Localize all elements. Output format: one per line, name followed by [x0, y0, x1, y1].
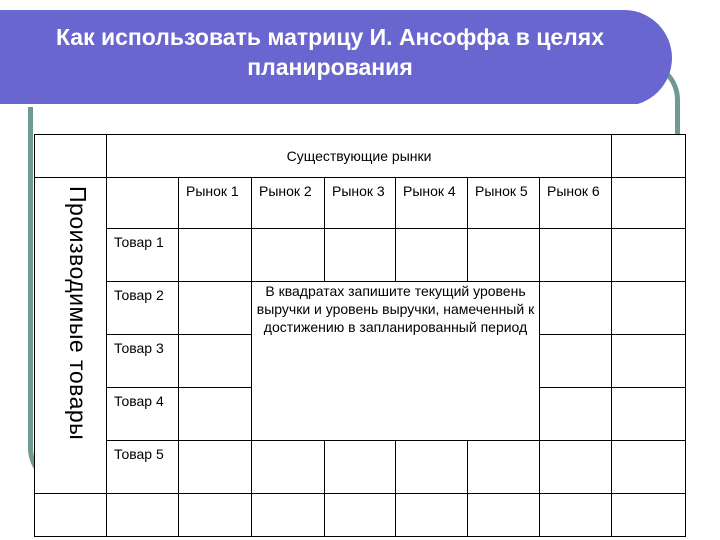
matrix-cell — [179, 388, 252, 441]
empty-cell — [107, 178, 179, 229]
product-header-cell — [107, 441, 179, 494]
market-header-cell — [468, 178, 540, 229]
empty-cell — [468, 494, 540, 537]
banner-underline — [0, 104, 640, 107]
market-header-cell — [325, 178, 396, 229]
corner-cell — [35, 135, 107, 178]
market-label: Рынок 4 — [403, 183, 456, 199]
header-row — [35, 135, 686, 178]
product-label: Товар 3 — [114, 340, 164, 356]
product-label: Товар 4 — [114, 393, 164, 409]
matrix-cell — [540, 441, 612, 494]
market-header-cell — [252, 178, 325, 229]
matrix-cell — [540, 388, 612, 441]
produced-products-label: Производимые товары — [65, 186, 91, 441]
empty-cell — [325, 494, 396, 537]
product-label: Товар 1 — [114, 234, 164, 250]
matrix-cell — [179, 335, 252, 388]
market-header-cell — [179, 178, 252, 229]
matrix-cell — [179, 441, 252, 494]
empty-cell — [612, 494, 686, 537]
matrix-cell — [612, 229, 686, 282]
matrix-cell — [252, 229, 325, 282]
matrix-cell — [612, 388, 686, 441]
product-label: Товар 2 — [114, 287, 164, 303]
market-label: Рынок 3 — [332, 183, 385, 199]
matrix-cell — [540, 282, 612, 335]
market-label: Рынок 6 — [547, 183, 600, 199]
product-row — [35, 282, 686, 335]
matrix-cell — [612, 335, 686, 388]
empty-cell — [179, 494, 252, 537]
matrix-cell — [612, 282, 686, 335]
empty-cell — [540, 494, 612, 537]
empty-cell — [612, 135, 686, 178]
title-banner — [0, 10, 672, 106]
empty-cell — [35, 494, 107, 537]
matrix-cell — [468, 229, 540, 282]
empty-cell — [612, 178, 686, 229]
market-label: Рынок 2 — [259, 183, 312, 199]
product-label: Товар 5 — [114, 446, 164, 462]
matrix-cell — [540, 229, 612, 282]
product-row — [35, 229, 686, 282]
product-header-cell — [107, 388, 179, 441]
matrix-cell — [325, 441, 396, 494]
empty-cell — [252, 494, 325, 537]
bottom-row — [35, 494, 686, 537]
instruction-note: В квадратах запишите текущий уровень выручки и уровень выручки, намеченный к достижению в запланированный период — [252, 282, 540, 441]
matrix-cell — [540, 335, 612, 388]
product-header-cell — [107, 282, 179, 335]
market-header-cell — [396, 178, 468, 229]
markets-row — [35, 178, 686, 229]
products-header-cell — [35, 178, 107, 494]
matrix-cell — [179, 229, 252, 282]
matrix-cell — [252, 441, 325, 494]
existing-markets-header: Существующие рынки — [107, 135, 612, 178]
matrix-cell — [612, 441, 686, 494]
product-header-cell — [107, 335, 179, 388]
slide-title: Как использовать матрицу И. Ансоффа в целях планирования — [55, 24, 605, 80]
market-label: Рынок 1 — [186, 183, 239, 199]
ansoff-matrix-table — [34, 134, 686, 537]
product-row — [35, 441, 686, 494]
matrix-cell — [179, 282, 252, 335]
matrix-cell — [396, 229, 468, 282]
empty-cell — [396, 494, 468, 537]
matrix-cell — [396, 441, 468, 494]
matrix-cell — [468, 441, 540, 494]
matrix-cell — [325, 229, 396, 282]
product-header-cell — [107, 229, 179, 282]
empty-cell — [107, 494, 179, 537]
market-label: Рынок 5 — [475, 183, 528, 199]
market-header-cell — [540, 178, 612, 229]
